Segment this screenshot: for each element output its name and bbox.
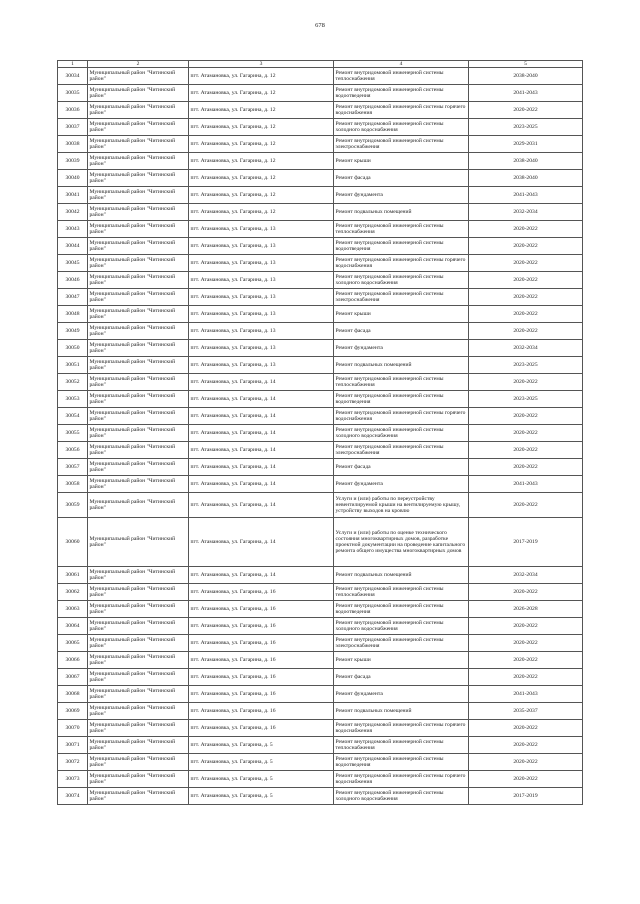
table-row — [58, 289, 583, 306]
period-cell: 2041-2043 — [469, 476, 583, 493]
work-type-cell: Ремонт внутридомовой инженерной системы теплоснабжения — [334, 374, 469, 391]
address-cell: пгт. Атамановка, ул. Гагарина, д. 13 — [189, 255, 334, 272]
row-number-cell: 30065 — [58, 635, 88, 652]
district-cell: Муниципальный район "Читинский район" — [88, 567, 189, 584]
row-number-cell: 30066 — [58, 652, 88, 669]
district-cell: Муниципальный район "Читинский район" — [88, 374, 189, 391]
period-cell: 2020-2022 — [469, 754, 583, 771]
table-row — [58, 408, 583, 425]
work-type-cell: Ремонт внутридомовой инженерной системы холодного водоснабжения — [334, 788, 469, 805]
period-cell: 2032-2034 — [469, 204, 583, 221]
address-cell: пгт. Атамановка, ул. Гагарина, д. 16 — [189, 635, 334, 652]
work-type-cell: Ремонт внутридомовой инженерной системы водоотведения — [334, 85, 469, 102]
period-cell: 2023-2025 — [469, 391, 583, 408]
row-number-cell: 30040 — [58, 170, 88, 187]
district-cell: Муниципальный район "Читинский район" — [88, 493, 189, 518]
address-cell: пгт. Атамановка, ул. Гагарина, д. 13 — [189, 221, 334, 238]
address-cell: пгт. Атамановка, ул. Гагарина, д. 12 — [189, 119, 334, 136]
address-cell: пгт. Атамановка, ул. Гагарина, д. 13 — [189, 238, 334, 255]
period-cell: 2020-2022 — [469, 102, 583, 119]
table-row — [58, 102, 583, 119]
work-type-cell: Ремонт внутридомовой инженерной системы водоотведения — [334, 238, 469, 255]
work-type-cell: Ремонт фасада — [334, 323, 469, 340]
work-type-cell: Ремонт внутридомовой инженерной системы холодного водоснабжения — [334, 119, 469, 136]
address-cell: пгт. Атамановка, ул. Гагарина, д. 13 — [189, 323, 334, 340]
district-cell: Муниципальный район "Читинский район" — [88, 221, 189, 238]
period-cell: 2023-2025 — [469, 357, 583, 374]
table-row — [58, 618, 583, 635]
table-row — [58, 204, 583, 221]
period-cell: 2041-2043 — [469, 85, 583, 102]
row-number-cell: 30055 — [58, 425, 88, 442]
work-type-cell: Ремонт фасада — [334, 170, 469, 187]
period-cell: 2020-2022 — [469, 323, 583, 340]
table-row — [58, 340, 583, 357]
table-row — [58, 754, 583, 771]
district-cell: Муниципальный район "Читинский район" — [88, 136, 189, 153]
work-type-cell: Ремонт внутридомовой инженерной системы горячего водоснабжения — [334, 720, 469, 737]
district-cell: Муниципальный район "Читинский район" — [88, 323, 189, 340]
district-cell: Муниципальный район "Читинский район" — [88, 102, 189, 119]
table-row — [58, 187, 583, 204]
work-type-cell: Ремонт внутридомовой инженерной системы холодного водоснабжения — [334, 618, 469, 635]
address-cell: пгт. Атамановка, ул. Гагарина, д. 14 — [189, 408, 334, 425]
work-type-cell: Услуги и (или) работы по переустройству невентилируемой крыши на вентилируемую крышу, устройству выходов на кровлю — [334, 493, 469, 518]
row-number-cell: 30053 — [58, 391, 88, 408]
district-cell: Муниципальный район "Читинский район" — [88, 68, 189, 85]
district-cell: Муниципальный район "Читинский район" — [88, 686, 189, 703]
work-type-cell: Ремонт внутридомовой инженерной системы водоотведения — [334, 601, 469, 618]
row-number-cell: 30074 — [58, 788, 88, 805]
address-cell: пгт. Атамановка, ул. Гагарина, д. 16 — [189, 720, 334, 737]
row-number-cell: 30035 — [58, 85, 88, 102]
period-cell: 2020-2022 — [469, 425, 583, 442]
address-cell: пгт. Атамановка, ул. Гагарина, д. 16 — [189, 652, 334, 669]
work-type-cell: Ремонт крыши — [334, 652, 469, 669]
work-type-cell: Ремонт подвальных помещений — [334, 204, 469, 221]
district-cell: Муниципальный район "Читинский район" — [88, 255, 189, 272]
period-cell: 2020-2022 — [469, 306, 583, 323]
table-row — [58, 357, 583, 374]
work-type-cell: Ремонт внутридомовой инженерной системы водоотведения — [334, 754, 469, 771]
table-row — [58, 584, 583, 601]
district-cell: Муниципальный район "Читинский район" — [88, 584, 189, 601]
district-cell: Муниципальный район "Читинский район" — [88, 459, 189, 476]
district-cell: Муниципальный район "Читинский район" — [88, 170, 189, 187]
row-number-cell: 30044 — [58, 238, 88, 255]
period-cell: 2035-2037 — [469, 703, 583, 720]
district-cell: Муниципальный район "Читинский район" — [88, 771, 189, 788]
row-number-cell: 30038 — [58, 136, 88, 153]
table-row — [58, 493, 583, 518]
row-number-cell: 30064 — [58, 618, 88, 635]
column-header-5: 5 — [469, 61, 583, 68]
table-row — [58, 221, 583, 238]
address-cell: пгт. Атамановка, ул. Гагарина, д. 12 — [189, 204, 334, 221]
address-cell: пгт. Атамановка, ул. Гагарина, д. 14 — [189, 391, 334, 408]
row-number-cell: 30034 — [58, 68, 88, 85]
address-cell: пгт. Атамановка, ул. Гагарина, д. 12 — [189, 102, 334, 119]
district-cell: Муниципальный район "Читинский район" — [88, 618, 189, 635]
period-cell: 2020-2022 — [469, 408, 583, 425]
row-number-cell: 30061 — [58, 567, 88, 584]
address-cell: пгт. Атамановка, ул. Гагарина, д. 14 — [189, 567, 334, 584]
district-cell: Муниципальный район "Читинский район" — [88, 652, 189, 669]
table-row — [58, 686, 583, 703]
row-number-cell: 30041 — [58, 187, 88, 204]
district-cell: Муниципальный район "Читинский район" — [88, 669, 189, 686]
district-cell: Муниципальный район "Читинский район" — [88, 408, 189, 425]
table-row — [58, 391, 583, 408]
column-header-3: 3 — [189, 61, 334, 68]
period-cell: 2020-2022 — [469, 272, 583, 289]
period-cell: 2020-2022 — [469, 255, 583, 272]
work-type-cell: Услуги и (или) работы по оценке технического состояния многоквартирных домов, разработке проектной документации на проведение капитального ремонта общего имущества многоквартирных домов — [334, 518, 469, 567]
row-number-cell: 30071 — [58, 737, 88, 754]
row-number-cell: 30048 — [58, 306, 88, 323]
work-type-cell: Ремонт подвальных помещений — [334, 357, 469, 374]
period-cell: 2020-2022 — [469, 652, 583, 669]
work-type-cell: Ремонт внутридомовой инженерной системы холодного водоснабжения — [334, 272, 469, 289]
work-type-cell: Ремонт внутридомовой инженерной системы электроснабжения — [334, 289, 469, 306]
address-cell: пгт. Атамановка, ул. Гагарина, д. 5 — [189, 754, 334, 771]
address-cell: пгт. Атамановка, ул. Гагарина, д. 13 — [189, 306, 334, 323]
work-type-cell: Ремонт внутридомовой инженерной системы теплоснабжения — [334, 68, 469, 85]
work-type-cell: Ремонт внутридомовой инженерной системы горячего водоснабжения — [334, 102, 469, 119]
period-cell: 2020-2022 — [469, 669, 583, 686]
row-number-cell: 30049 — [58, 323, 88, 340]
address-cell: пгт. Атамановка, ул. Гагарина, д. 12 — [189, 136, 334, 153]
table-row — [58, 238, 583, 255]
period-cell: 2023-2025 — [469, 119, 583, 136]
table-row — [58, 68, 583, 85]
period-cell: 2020-2022 — [469, 493, 583, 518]
table-row — [58, 476, 583, 493]
table-row — [58, 518, 583, 567]
row-number-cell: 30043 — [58, 221, 88, 238]
table-row — [58, 459, 583, 476]
work-type-cell: Ремонт внутридомовой инженерной системы горячего водоснабжения — [334, 255, 469, 272]
work-type-cell: Ремонт внутридомовой инженерной системы теплоснабжения — [334, 221, 469, 238]
period-cell: 2020-2022 — [469, 584, 583, 601]
address-cell: пгт. Атамановка, ул. Гагарина, д. 12 — [189, 153, 334, 170]
row-number-cell: 30072 — [58, 754, 88, 771]
table-row — [58, 788, 583, 805]
row-number-cell: 30057 — [58, 459, 88, 476]
row-number-cell: 30051 — [58, 357, 88, 374]
district-cell: Муниципальный район "Читинский район" — [88, 272, 189, 289]
district-cell: Муниципальный район "Читинский район" — [88, 518, 189, 567]
district-cell: Муниципальный район "Читинский район" — [88, 754, 189, 771]
district-cell: Муниципальный район "Читинский район" — [88, 306, 189, 323]
period-cell: 2020-2022 — [469, 635, 583, 652]
period-cell: 2029-2031 — [469, 136, 583, 153]
work-type-cell: Ремонт фасада — [334, 669, 469, 686]
repair-schedule-table — [57, 60, 583, 805]
district-cell: Муниципальный район "Читинский район" — [88, 788, 189, 805]
row-number-cell: 30042 — [58, 204, 88, 221]
row-number-cell: 30039 — [58, 153, 88, 170]
district-cell: Муниципальный район "Читинский район" — [88, 635, 189, 652]
work-type-cell: Ремонт внутридомовой инженерной системы водоотведения — [334, 391, 469, 408]
work-type-cell: Ремонт фундамента — [334, 476, 469, 493]
work-type-cell: Ремонт фундамента — [334, 187, 469, 204]
table-row — [58, 374, 583, 391]
district-cell: Муниципальный район "Читинский район" — [88, 425, 189, 442]
address-cell: пгт. Атамановка, ул. Гагарина, д. 16 — [189, 686, 334, 703]
row-number-cell: 30056 — [58, 442, 88, 459]
district-cell: Муниципальный район "Читинский район" — [88, 703, 189, 720]
address-cell: пгт. Атамановка, ул. Гагарина, д. 5 — [189, 737, 334, 754]
period-cell: 2017-2019 — [469, 518, 583, 567]
district-cell: Муниципальный район "Читинский район" — [88, 204, 189, 221]
table-row — [58, 425, 583, 442]
row-number-cell: 30063 — [58, 601, 88, 618]
period-cell: 2038-2040 — [469, 153, 583, 170]
address-cell: пгт. Атамановка, ул. Гагарина, д. 12 — [189, 85, 334, 102]
district-cell: Муниципальный район "Читинский район" — [88, 601, 189, 618]
period-cell: 2017-2019 — [469, 788, 583, 805]
address-cell: пгт. Атамановка, ул. Гагарина, д. 13 — [189, 289, 334, 306]
district-cell: Муниципальный район "Читинский район" — [88, 340, 189, 357]
work-type-cell: Ремонт внутридомовой инженерной системы электроснабжения — [334, 442, 469, 459]
row-number-cell: 30068 — [58, 686, 88, 703]
period-cell: 2032-2034 — [469, 567, 583, 584]
period-cell: 2020-2022 — [469, 618, 583, 635]
district-cell: Муниципальный район "Читинский район" — [88, 119, 189, 136]
district-cell: Муниципальный район "Читинский район" — [88, 442, 189, 459]
row-number-cell: 30036 — [58, 102, 88, 119]
address-cell: пгт. Атамановка, ул. Гагарина, д. 16 — [189, 618, 334, 635]
address-cell: пгт. Атамановка, ул. Гагарина, д. 14 — [189, 374, 334, 391]
row-number-cell: 30050 — [58, 340, 88, 357]
table-row — [58, 255, 583, 272]
table-row — [58, 153, 583, 170]
address-cell: пгт. Атамановка, ул. Гагарина, д. 16 — [189, 601, 334, 618]
work-type-cell: Ремонт фундамента — [334, 340, 469, 357]
period-cell: 2020-2022 — [469, 442, 583, 459]
district-cell: Муниципальный район "Читинский район" — [88, 187, 189, 204]
work-type-cell: Ремонт внутридомовой инженерной системы теплоснабжения — [334, 737, 469, 754]
row-number-cell: 30060 — [58, 518, 88, 567]
work-type-cell: Ремонт внутридомовой инженерной системы теплоснабжения — [334, 584, 469, 601]
period-cell: 2020-2022 — [469, 289, 583, 306]
period-cell: 2041-2043 — [469, 686, 583, 703]
work-type-cell: Ремонт внутридомовой инженерной системы горячего водоснабжения — [334, 408, 469, 425]
district-cell: Муниципальный район "Читинский район" — [88, 476, 189, 493]
period-cell: 2020-2022 — [469, 374, 583, 391]
period-cell: 2038-2040 — [469, 170, 583, 187]
period-cell: 2041-2043 — [469, 187, 583, 204]
work-type-cell: Ремонт внутридомовой инженерной системы электроснабжения — [334, 635, 469, 652]
row-number-cell: 30069 — [58, 703, 88, 720]
row-number-cell: 30047 — [58, 289, 88, 306]
work-type-cell: Ремонт подвальных помещений — [334, 703, 469, 720]
table-body — [58, 68, 583, 805]
district-cell: Муниципальный район "Читинский район" — [88, 720, 189, 737]
period-cell: 2038-2040 — [469, 68, 583, 85]
table-row — [58, 652, 583, 669]
column-header-1: 1 — [58, 61, 88, 68]
address-cell: пгт. Атамановка, ул. Гагарина, д. 12 — [189, 68, 334, 85]
district-cell: Муниципальный район "Читинский район" — [88, 357, 189, 374]
address-cell: пгт. Атамановка, ул. Гагарина, д. 14 — [189, 493, 334, 518]
period-cell: 2020-2022 — [469, 459, 583, 476]
period-cell: 2020-2022 — [469, 720, 583, 737]
address-cell: пгт. Атамановка, ул. Гагарина, д. 12 — [189, 170, 334, 187]
district-cell: Муниципальный район "Читинский район" — [88, 238, 189, 255]
row-number-cell: 30037 — [58, 119, 88, 136]
row-number-cell: 30070 — [58, 720, 88, 737]
table-row — [58, 635, 583, 652]
period-cell: 2026-2028 — [469, 601, 583, 618]
work-type-cell: Ремонт крыши — [334, 153, 469, 170]
page-number: 678 — [315, 22, 325, 29]
address-cell: пгт. Атамановка, ул. Гагарина, д. 5 — [189, 771, 334, 788]
row-number-cell: 30058 — [58, 476, 88, 493]
row-number-cell: 30073 — [58, 771, 88, 788]
address-cell: пгт. Атамановка, ул. Гагарина, д. 14 — [189, 442, 334, 459]
row-number-cell: 30062 — [58, 584, 88, 601]
work-type-cell: Ремонт подвальных помещений — [334, 567, 469, 584]
row-number-cell: 30046 — [58, 272, 88, 289]
row-number-cell: 30067 — [58, 669, 88, 686]
row-number-cell: 30052 — [58, 374, 88, 391]
district-cell: Муниципальный район "Читинский район" — [88, 289, 189, 306]
table-row — [58, 119, 583, 136]
table-row — [58, 85, 583, 102]
address-cell: пгт. Атамановка, ул. Гагарина, д. 16 — [189, 669, 334, 686]
period-cell: 2020-2022 — [469, 771, 583, 788]
district-cell: Муниципальный район "Читинский район" — [88, 391, 189, 408]
row-number-cell: 30054 — [58, 408, 88, 425]
address-cell: пгт. Атамановка, ул. Гагарина, д. 13 — [189, 357, 334, 374]
address-cell: пгт. Атамановка, ул. Гагарина, д. 5 — [189, 788, 334, 805]
table-row — [58, 136, 583, 153]
column-number-header-row — [58, 61, 583, 68]
table-row — [58, 567, 583, 584]
row-number-cell: 30045 — [58, 255, 88, 272]
period-cell: 2032-2034 — [469, 340, 583, 357]
table-row — [58, 323, 583, 340]
table-row — [58, 601, 583, 618]
column-header-4: 4 — [334, 61, 469, 68]
table-row — [58, 669, 583, 686]
table-row — [58, 703, 583, 720]
address-cell: пгт. Атамановка, ул. Гагарина, д. 14 — [189, 476, 334, 493]
work-type-cell: Ремонт внутридомовой инженерной системы горячего водоснабжения — [334, 771, 469, 788]
address-cell: пгт. Атамановка, ул. Гагарина, д. 13 — [189, 272, 334, 289]
row-number-cell: 30059 — [58, 493, 88, 518]
table-row — [58, 737, 583, 754]
address-cell: пгт. Атамановка, ул. Гагарина, д. 12 — [189, 187, 334, 204]
address-cell: пгт. Атамановка, ул. Гагарина, д. 14 — [189, 518, 334, 567]
district-cell: Муниципальный район "Читинский район" — [88, 737, 189, 754]
period-cell: 2020-2022 — [469, 238, 583, 255]
address-cell: пгт. Атамановка, ул. Гагарина, д. 13 — [189, 340, 334, 357]
district-cell: Муниципальный район "Читинский район" — [88, 85, 189, 102]
table-row — [58, 720, 583, 737]
table-row — [58, 306, 583, 323]
column-header-2: 2 — [88, 61, 189, 68]
address-cell: пгт. Атамановка, ул. Гагарина, д. 14 — [189, 425, 334, 442]
period-cell: 2020-2022 — [469, 737, 583, 754]
table-row — [58, 771, 583, 788]
table-row — [58, 170, 583, 187]
district-cell: Муниципальный район "Читинский район" — [88, 153, 189, 170]
work-type-cell: Ремонт фундамента — [334, 686, 469, 703]
work-type-cell: Ремонт крыши — [334, 306, 469, 323]
address-cell: пгт. Атамановка, ул. Гагарина, д. 16 — [189, 584, 334, 601]
address-cell: пгт. Атамановка, ул. Гагарина, д. 16 — [189, 703, 334, 720]
work-type-cell: Ремонт фасада — [334, 459, 469, 476]
work-type-cell: Ремонт внутридомовой инженерной системы холодного водоснабжения — [334, 425, 469, 442]
table-row — [58, 442, 583, 459]
period-cell: 2020-2022 — [469, 221, 583, 238]
work-type-cell: Ремонт внутридомовой инженерной системы электроснабжения — [334, 136, 469, 153]
address-cell: пгт. Атамановка, ул. Гагарина, д. 14 — [189, 459, 334, 476]
table-row — [58, 272, 583, 289]
